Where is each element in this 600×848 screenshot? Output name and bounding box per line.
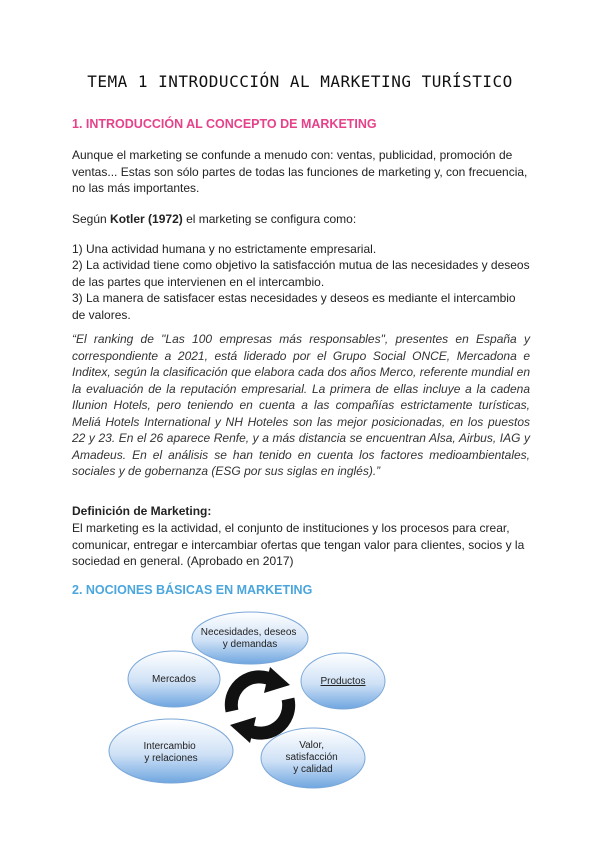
section-1-heading: 1. INTRODUCCIÓN AL CONCEPTO DE MARKETING <box>72 117 377 131</box>
list-item-3: 3) La manera de satisfacer estas necesidades y deseos es mediante el intercambio de valores. <box>72 291 516 322</box>
section-2-heading: 2. NOCIONES BÁSICAS EN MARKETING <box>72 583 313 597</box>
document-title: TEMA 1 INTRODUCCIÓN AL MARKETING TURÍSTICO <box>87 72 513 91</box>
node-valor-label: Valor, satisfacción y calidad <box>285 740 338 775</box>
kotler-paragraph <box>72 211 530 228</box>
list-item-1: 1) Una actividad humana y no estrictamente empresarial. <box>72 242 377 256</box>
node-productos-label: Productos <box>320 676 366 687</box>
node-mercados-label: Mercados <box>152 674 196 685</box>
kotler-suffix: el marketing se configura como: <box>182 212 357 226</box>
intro-paragraph: Aunque el marketing se confunde a menudo con: ventas, publicidad, promoción de ventas... Estas son sólo partes de todas las funciones de marketing y, con frecuencia, no las más importantes. <box>72 148 528 195</box>
kotler-citation: Kotler (1972) <box>110 212 183 226</box>
cycle-arrows-icon <box>230 667 290 743</box>
node-necesidades-label: Necesidades, deseos y demandas <box>200 627 297 650</box>
marketing-notions-diagram <box>100 605 400 795</box>
definition-text: El marketing es la actividad, el conjunto de instituciones y los procesos para crear, comunicar, entregar e intercambiar ofertas que tengan valor para clientes, socios y la sociedad en general. (Aprobado en 2017) <box>72 521 525 568</box>
kotler-prefix: Según <box>72 212 111 226</box>
ranking-quote: “El ranking de "Las 100 empresas más responsables", presentes en España y correspondiente a 2021, está liderado por el Grupo Social ONCE, Mercadona e Inditex, según la clasificación que elabora cada dos años Merco, referente mundial en la evaluación de la reputación empresarial. La primera de ellas incluye a la cadena Ilunion Hotels, pero teniendo en cuenta a las compañías estrictamente turísticas, Meliá Hotels International y NH Hoteles son las mejor posicionadas, en los puestos 22 y 23. En el 26 aparece Renfe, y a más distancia se encuentran Alsa, Airbus, IAG y Amadeus. En el análisis se han tenido en cuenta los factores medioambientales, sociales y de gobernanza (ESG por sus siglas en inglés).” <box>72 332 530 478</box>
list-item-2: 2) La actividad tiene como objetivo la satisfacción mutua de las necesidades y deseos de las partes que intervienen en el intercambio. <box>72 258 530 289</box>
definition-label: Definición de Marketing: <box>72 504 212 518</box>
node-necesidades <box>192 612 308 664</box>
node-intercambio-label: Intercambio y relaciones <box>143 741 198 764</box>
